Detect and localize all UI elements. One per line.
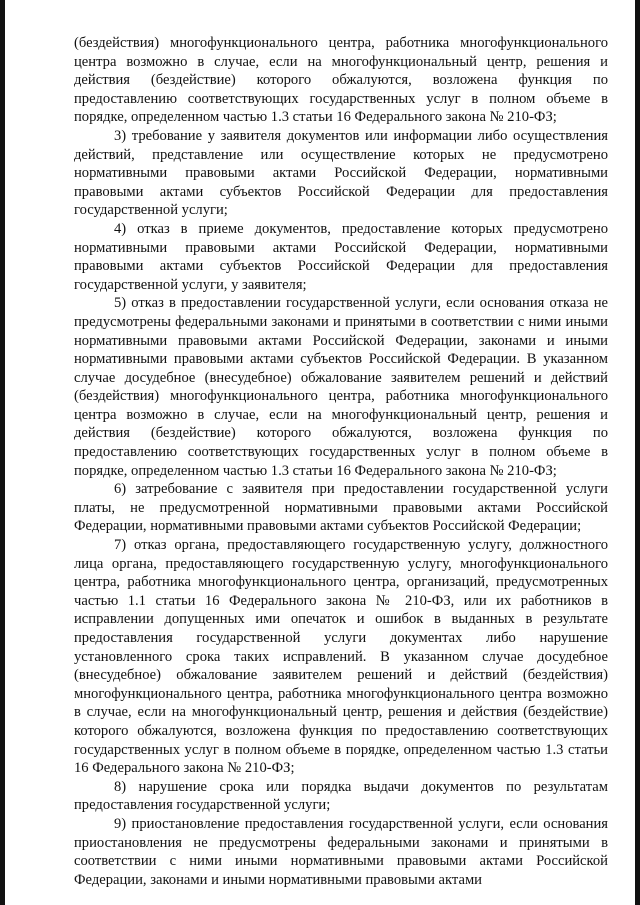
paragraph-continuation: (бездействия) многофункционального центра, работника многофункционального центра возможно в случае, если на многофункциональный центр, решения и действия (бездействие) которого обжалуются, возложена функция по предоставлению соответствующих государственных услуг в полном объеме в порядке, определенном частью 1.3 статьи 16 Федерального закона № 210-ФЗ;	[74, 35, 608, 126]
paragraph-item-8: 8) нарушение срока или порядка выдачи документов по результатам предоставления государственной услуги;	[74, 778, 608, 814]
paragraph-item-9: 9) приостановление предоставления государственной услуги, если основания приостановления не предусмотрены федеральными законами и принятыми в соответствии с ними иными нормативными правовыми актами Российской Федерации, законами и иными нормативными правовыми актами	[74, 815, 608, 888]
scan-left-edge	[0, 0, 5, 905]
scan-right-edge	[635, 0, 640, 905]
document-page	[74, 34, 608, 889]
paragraph-item-6: 6) затребование с заявителя при предоставлении государственной услуги платы, не предусмотренной нормативными правовыми актами Российской Федерации, нормативными правовыми актами субъектов Российской Федерации;	[74, 481, 608, 535]
paragraph-item-7: 7) отказ органа, предоставляющего государственную услугу, должностного лица органа, предоставляющего государственную услугу, многофункционального центра, работника многофункционального центра, организаций, предусмотренных частью 1.1 статьи 16 Федерального закона № 210-ФЗ, или их работников в исправлении допущенных ими опечаток и ошибок в выданных в результате предоставления государственной услуги документах либо нарушение установленного срока таких исправлений. В указанном случае досудебное (внесудебное) обжалование заявителем решений и действий (бездействия) многофункционального центра, работника многофункционального центра возможно в случае, если на многофункциональный центр, решения и действия (бездействие) которого обжалуются, возложена функция по предоставлению соответствующих государственных услуг в полном объеме в порядке, определенном частью 1.3 статьи 16 Федерального закона № 210-ФЗ;	[74, 537, 608, 777]
paragraph-item-5: 5) отказ в предоставлении государственной услуги, если основания отказа не предусмотрены федеральными законами и принятыми в соответствии с ними иными нормативными правовыми актами Российской Федерации, законами и иными нормативными правовыми актами субъектов Российской Федерации. В указанном случае досудебное (внесудебное) обжалование заявителем решений и действий (бездействия) многофункционального центра, работника многофункционального центра возможно в случае, если на многофункциональный центр, решения и действия (бездействие) которого обжалуются, возложена функция по предоставлению соответствующих государственных услуг в полном объеме в порядке, определенном частью 1.3 статьи 16 Федерального закона № 210-ФЗ;	[74, 295, 608, 479]
paragraph-item-4: 4) отказ в приеме документов, предоставление которых предусмотрено нормативными правовыми актами Российской Федерации, нормативными правовыми актами субъектов Российской Федерации для предоставления государственной услуги, у заявителя;	[74, 220, 608, 293]
paragraph-item-3: 3) требование у заявителя документов или информации либо осуществления действий, представление или осуществление которых не предусмотрено нормативными правовыми актами Российской Федерации, нормативными правовыми актами субъектов Российской Федерации для предоставления государственной услуги;	[74, 127, 608, 219]
